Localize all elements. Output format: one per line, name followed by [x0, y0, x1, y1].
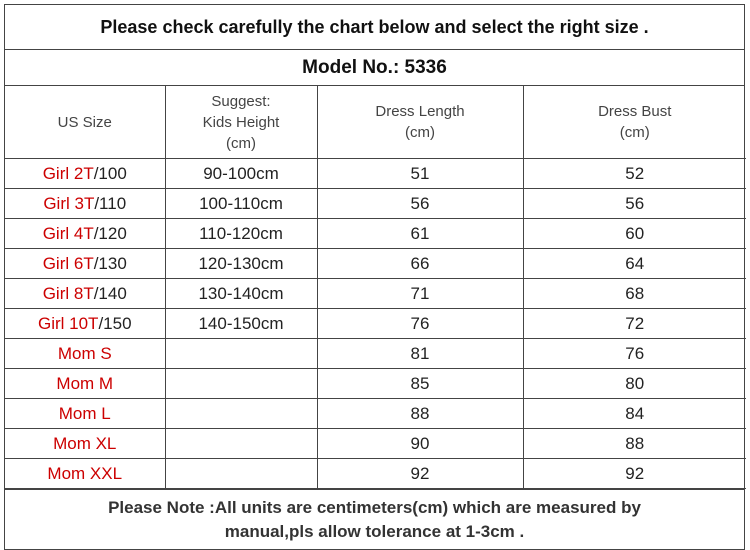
size-number: /100	[93, 163, 127, 183]
height-cell	[165, 369, 317, 399]
size-cell	[5, 339, 165, 369]
table-row	[5, 339, 746, 369]
length-cell: 81	[317, 339, 523, 369]
height-cell	[165, 399, 317, 429]
size-cell	[5, 429, 165, 459]
length-cell: 56	[317, 189, 523, 219]
size-label: Mom L	[58, 403, 111, 423]
chart-title: Please check carefully the chart below and select the right size .	[5, 5, 744, 50]
height-cell: 100-110cm	[165, 189, 317, 219]
size-number: /150	[98, 313, 132, 333]
size-cell	[5, 189, 165, 219]
size-cell	[5, 249, 165, 279]
header-kids-height: Suggest: Kids Height (cm)	[165, 86, 317, 159]
length-cell: 61	[317, 219, 523, 249]
height-cell: 130-140cm	[165, 279, 317, 309]
size-cell	[5, 399, 165, 429]
bust-cell: 68	[523, 279, 746, 309]
size-number: /120	[93, 223, 127, 243]
length-cell: 90	[317, 429, 523, 459]
size-label: Mom S	[57, 343, 112, 363]
table-row	[5, 249, 746, 279]
bust-cell: 56	[523, 189, 746, 219]
bust-cell: 72	[523, 309, 746, 339]
size-cell	[5, 279, 165, 309]
size-cell	[5, 219, 165, 249]
table-row	[5, 309, 746, 339]
length-cell: 76	[317, 309, 523, 339]
table-row	[5, 399, 746, 429]
table-row	[5, 189, 746, 219]
bust-cell: 80	[523, 369, 746, 399]
table-row	[5, 159, 746, 189]
height-cell	[165, 429, 317, 459]
table-row	[5, 279, 746, 309]
size-label: Girl 3T	[43, 193, 95, 213]
size-number: /130	[93, 253, 127, 273]
size-number: /110	[94, 193, 127, 213]
bust-cell: 60	[523, 219, 746, 249]
height-cell: 110-120cm	[165, 219, 317, 249]
size-cell	[5, 159, 165, 189]
length-cell: 92	[317, 459, 523, 489]
bust-cell: 84	[523, 399, 746, 429]
height-cell: 140-150cm	[165, 309, 317, 339]
table-row	[5, 459, 746, 489]
size-cell	[5, 309, 165, 339]
header-dress-length: Dress Length (cm)	[317, 86, 523, 159]
bust-cell: 64	[523, 249, 746, 279]
size-label: Girl 6T	[42, 253, 94, 273]
length-cell: 71	[317, 279, 523, 309]
size-label: Mom M	[56, 373, 114, 393]
header-row	[5, 86, 746, 159]
note-line-1: Please Note :All units are centimeters(cm) which are measured by	[108, 497, 641, 517]
length-cell: 51	[317, 159, 523, 189]
length-cell: 66	[317, 249, 523, 279]
size-label: Girl 4T	[42, 223, 94, 243]
bust-cell: 76	[523, 339, 746, 369]
size-number: /140	[93, 283, 127, 303]
size-table	[5, 86, 746, 489]
size-cell	[5, 459, 165, 489]
height-cell	[165, 459, 317, 489]
model-number: Model No.: 5336	[5, 50, 744, 86]
bust-cell: 92	[523, 459, 746, 489]
height-cell: 90-100cm	[165, 159, 317, 189]
size-label: Mom XXL	[47, 463, 123, 483]
bust-cell: 88	[523, 429, 746, 459]
bust-cell: 52	[523, 159, 746, 189]
size-label: Girl 10T	[37, 313, 99, 333]
height-cell: 120-130cm	[165, 249, 317, 279]
size-cell	[5, 369, 165, 399]
height-cell	[165, 339, 317, 369]
table-row	[5, 219, 746, 249]
table-row	[5, 429, 746, 459]
size-label: Mom XL	[53, 433, 117, 453]
size-chart	[4, 4, 745, 550]
header-us-size: US Size	[5, 86, 165, 159]
table-row	[5, 369, 746, 399]
note	[5, 489, 744, 549]
note-line-2: manual,pls allow tolerance at 1-3cm .	[224, 521, 525, 541]
header-dress-bust: Dress Bust (cm)	[523, 86, 746, 159]
size-label: Girl 8T	[42, 283, 94, 303]
length-cell: 88	[317, 399, 523, 429]
length-cell: 85	[317, 369, 523, 399]
size-label: Girl 2T	[42, 163, 94, 183]
